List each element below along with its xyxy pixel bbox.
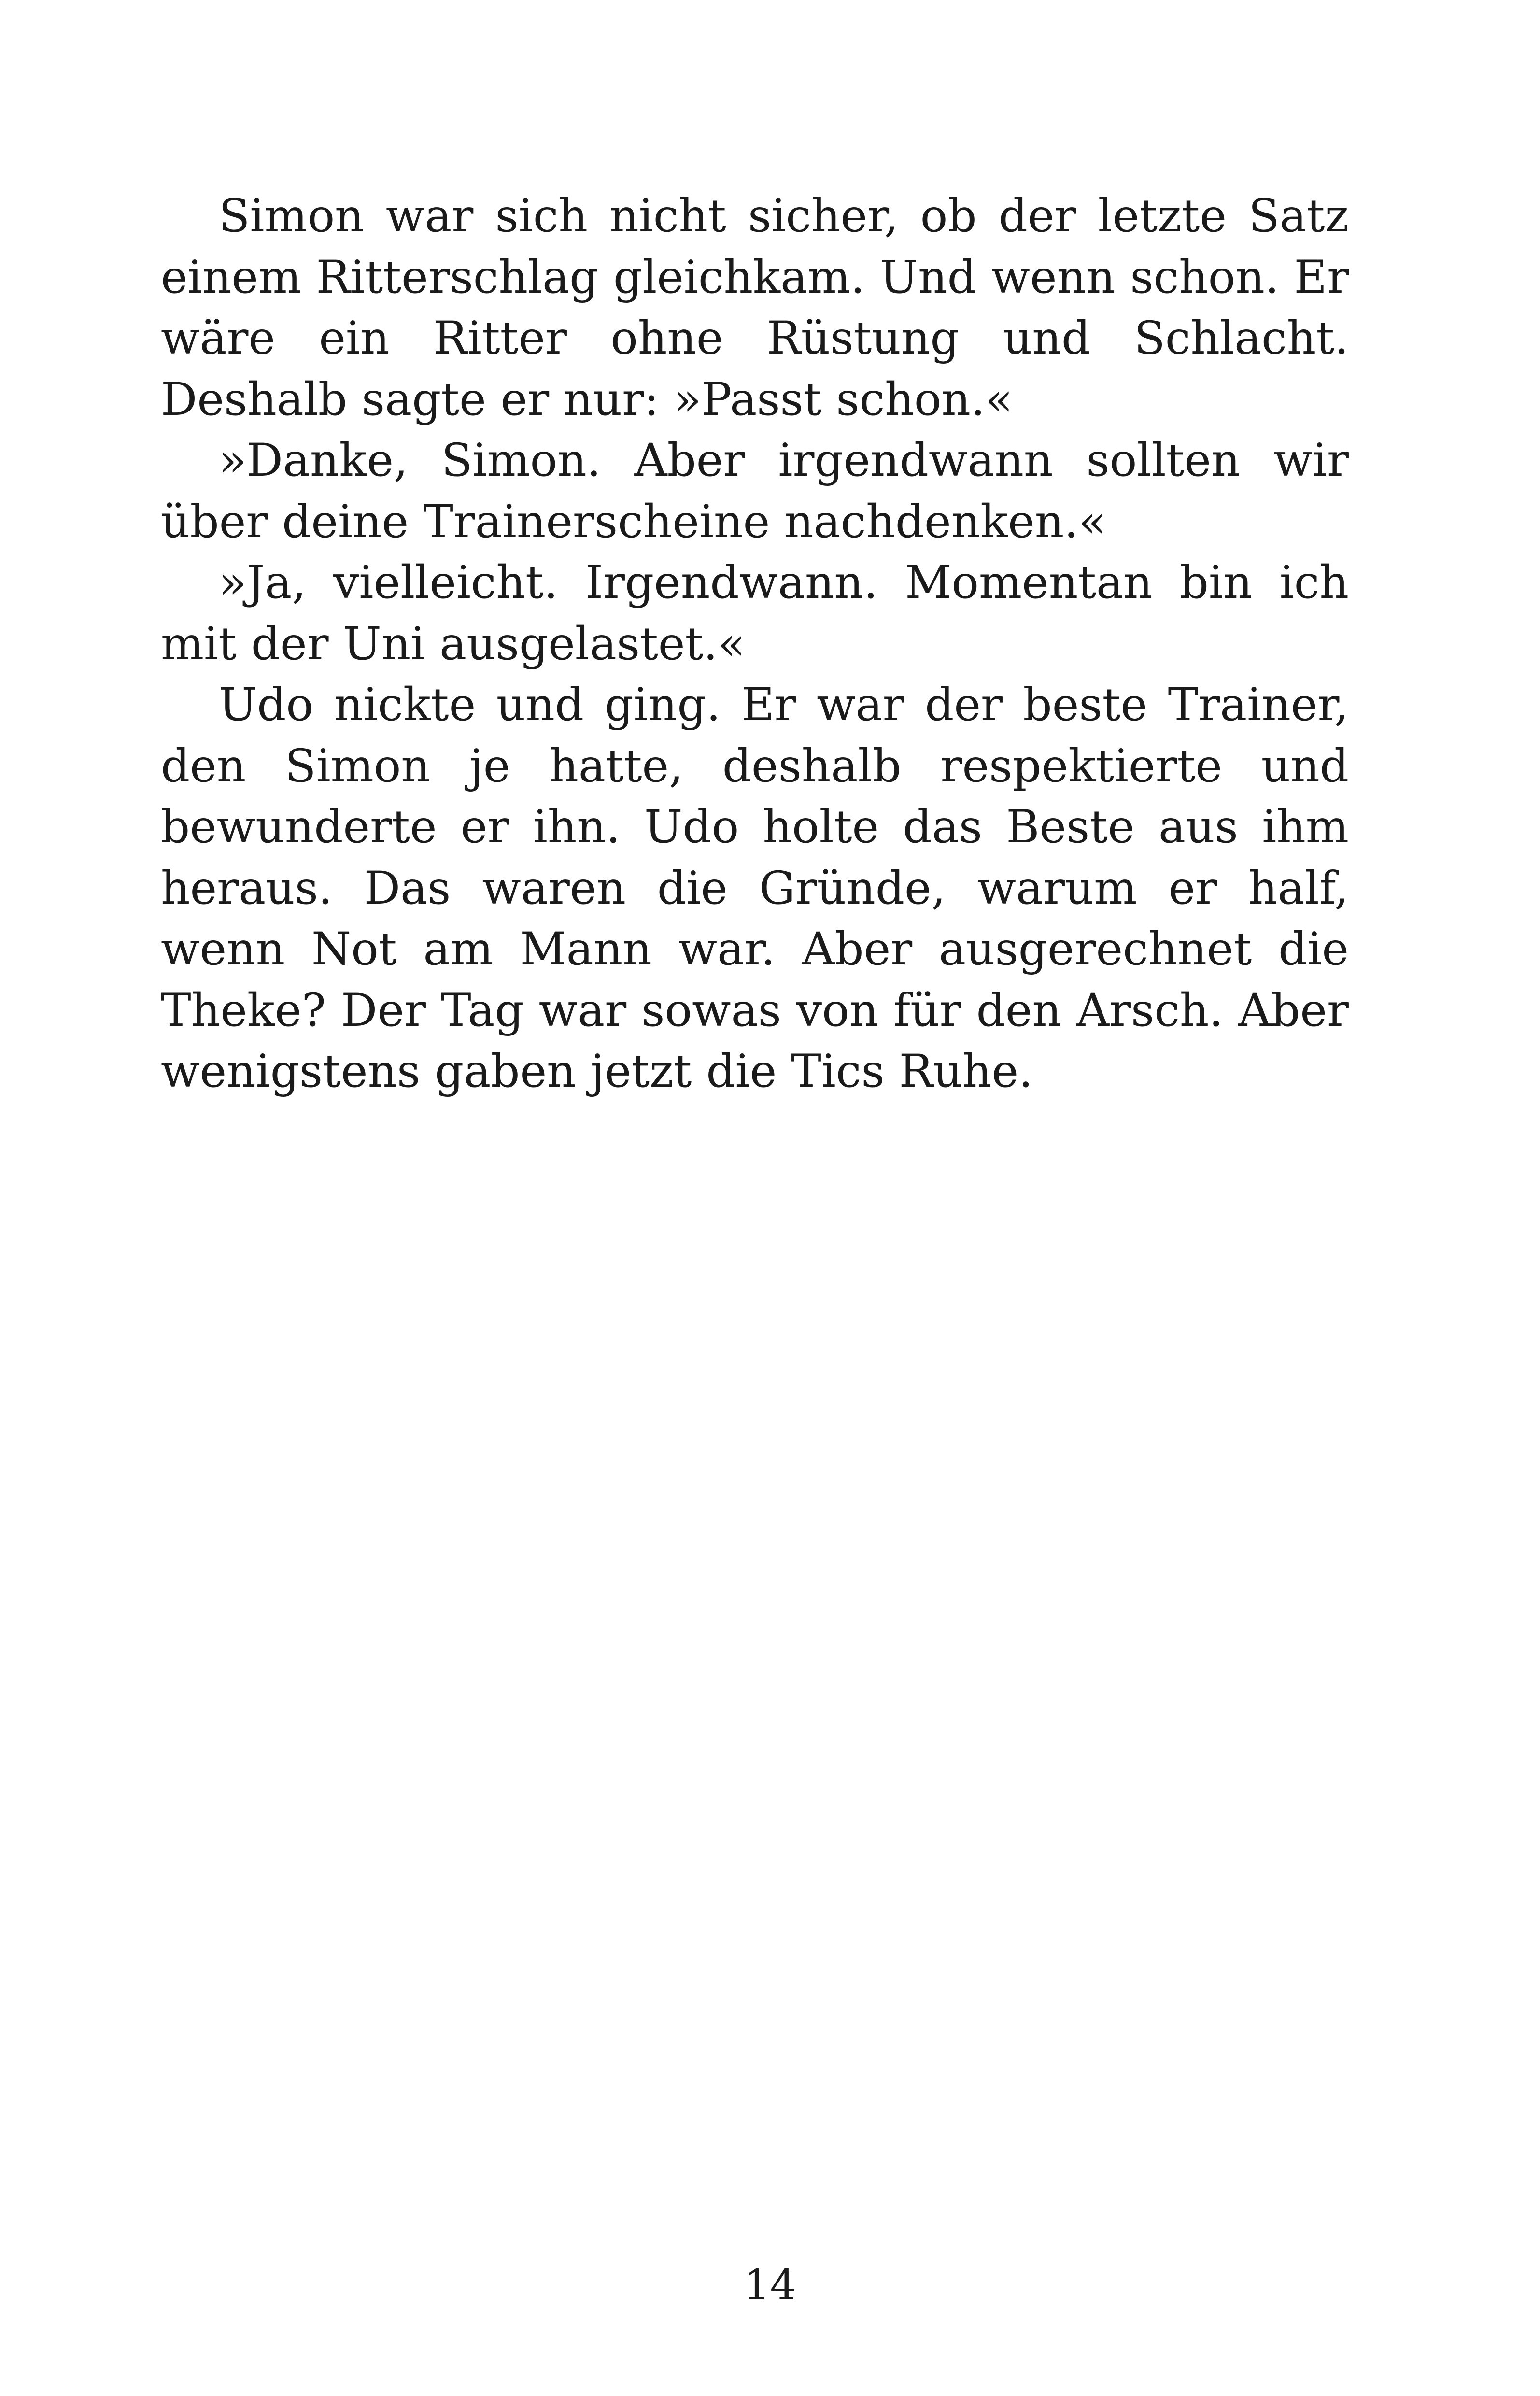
- paragraph: »Ja, vielleicht. Irgendwann. Momentan bin ich mit der Uni ausgelastet.«: [161, 556, 1349, 670]
- paragraph: »Danke, Simon. Aber irgendwann sollten wir über deine Trainerscheine nachdenken.«: [161, 434, 1349, 548]
- paragraph: Simon war sich nicht sicher, ob der letzte Satz einem Ritterschlag gleichkam. Und wenn schon. Er wäre ein Ritter ohne Rüstung und Schlacht. Deshalb sagte er nur: »Passt schon.«: [161, 190, 1349, 426]
- page-number: 14: [743, 2261, 797, 2310]
- body-text: [161, 186, 1349, 1103]
- paragraph: Udo nickte und ging. Er war der beste Trainer, den Simon je hatte, deshalb respektierte und bewunderte er ihn. Udo holte das Beste aus ihm heraus. Das waren die Gründe, warum er half, wenn Not am Mann war. Aber ausgerechnet die Theke? Der Tag war sowas von für den Arsch. Aber wenigstens gaben jetzt die Tics Ruhe.: [161, 679, 1349, 1098]
